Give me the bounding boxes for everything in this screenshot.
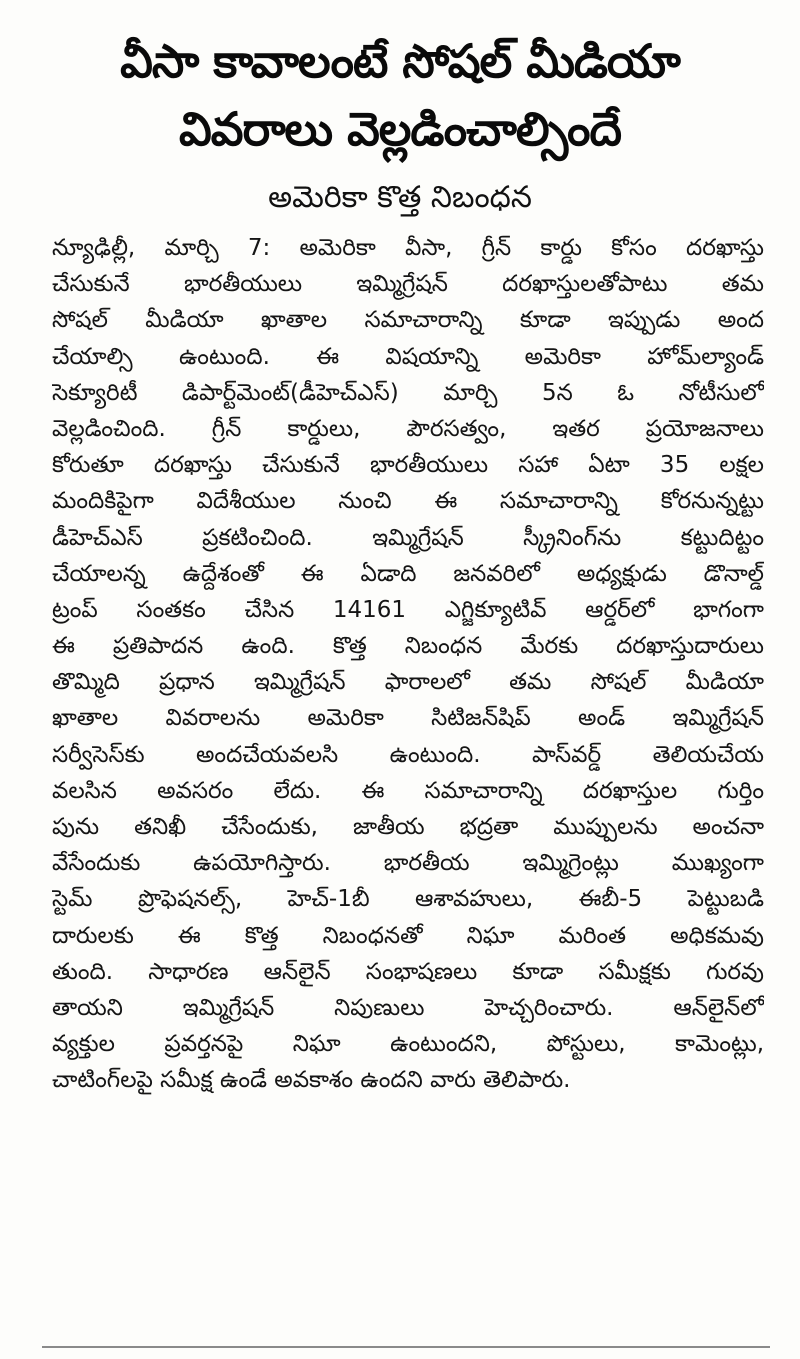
subheadline: అమెరికా కొత్త నిబంధన [268, 180, 532, 215]
body-line: ఈ ప్రతిపాదన ఉంది. కొత్త నిబంధన మేరకు దరఖాస్తుదారులు [52, 633, 764, 660]
body-line: న్యూఢిల్లీ, మార్చి 7: అమెరికా వీసా, గ్రీన్ కార్డు కోసం దరఖాస్తు [52, 235, 764, 261]
body-line: తుంది. సాధారణ ఆన్‌లైన్ సంభాషణలు కూడా సమీక్షకు గురవు [52, 958, 764, 985]
body-line: మందికిపైగా విదేశీయుల నుంచి ఈ సమాచారాన్ని కోరనున్నట్టు [52, 488, 764, 515]
headline-line-1: వీసా కావాలంటే సోషల్ మీడియా [120, 34, 680, 88]
body-line: వ్యక్తుల ప్రవర్తనపై నిఘా ఉంటుందని, పోస్టులు, కామెంట్లు, [52, 1031, 764, 1058]
body-line: తొమ్మిది ప్రధాన ఇమ్మిగ్రేషన్ ఫారాలలో తమ సోషల్ మీడియా [52, 669, 764, 696]
body-line: వెల్లడించింది. గ్రీన్ కార్డులు, పౌరసత్వం, ఇతర ప్రయోజనాలు [52, 415, 764, 442]
body-line: సెక్యూరిటీ డిపార్ట్‌మెంట్(డీహెచ్ఎస్) మార్చి 5న ఓ నోటీసులో [52, 379, 764, 406]
body-line: ట్రంప్ సంతకం చేసిన 14161 ఎగ్జిక్యూటివ్ ఆర్డర్‌లో భాగంగా [52, 596, 764, 623]
body-line: సోషల్ మీడియా ఖాతాల సమాచారాన్ని కూడా ఇప్పుడు అంద [52, 307, 764, 334]
body-line: చేయాలన్న ఉద్దేశంతో ఈ ఏడాది జనవరిలో అధ్యక్షుడు డొనాల్డ్ [52, 560, 764, 587]
body-line: కోరుతూ దరఖాస్తు చేసుకునే భారతీయులు సహా ఏటా 35 లక్షల [52, 452, 764, 479]
body-line: చేసుకునే భారతీయులు ఇమ్మిగ్రేషన్ దరఖాస్తులతోపాటు తమ [52, 271, 764, 298]
headline-line-2: వివరాలు వెల్లడించాల్సిందే [179, 102, 621, 156]
article-body [52, 230, 764, 1099]
body-line: సర్వీసెస్‌కు అందచేయవలసి ఉంటుంది. పాస్‌వర్డ్ తెలియచేయ [52, 741, 764, 768]
body-line: చేయాల్సి ఉంటుంది. ఈ విషయాన్ని అమెరికా హోమ్‌ల్యాండ్ [52, 343, 764, 370]
body-line: వలసిన అవసరం లేదు. ఈ సమాచారాన్ని దరఖాస్తుల గుర్తిం [52, 777, 764, 804]
bottom-divider [42, 1346, 770, 1348]
body-line: స్టెమ్ ప్రొఫెషనల్స్, హెచ్-1బీ ఆశావహులు, ఈబీ-5 పెట్టుబడి [52, 886, 764, 913]
body-line: పును తనిఖీ చేసేందుకు, జాతీయ భద్రతా ముప్పులను అంచనా [52, 814, 764, 840]
body-line: దారులకు ఈ కొత్త నిబంధనతో నిఘా మరింత అధికమవు [52, 922, 764, 949]
body-line: ఖాతాల వివరాలను అమెరికా సిటిజన్‌షిప్ అండ్ ఇమ్మిగ్రేషన్ [52, 705, 764, 732]
body-line: డీహెచ్ఎస్ ప్రకటించింది. ఇమ్మిగ్రేషన్ స్క్రీనింగ్‌ను కట్టుదిట్టం [52, 524, 764, 551]
body-line: చాటింగ్‌లపై సమీక్ష ఉండే అవకాశం ఉందని వారు తెలిపారు. [52, 1067, 571, 1094]
body-line: తాయని ఇమ్మిగ్రేషన్ నిపుణులు హెచ్చరించారు. ఆన్‌లైన్‌లో [52, 994, 764, 1021]
body-line: వేసేందుకు ఉపయోగిస్తారు. భారతీయ ఇమ్మిగ్రెంట్లు ముఖ్యంగా [52, 850, 764, 877]
